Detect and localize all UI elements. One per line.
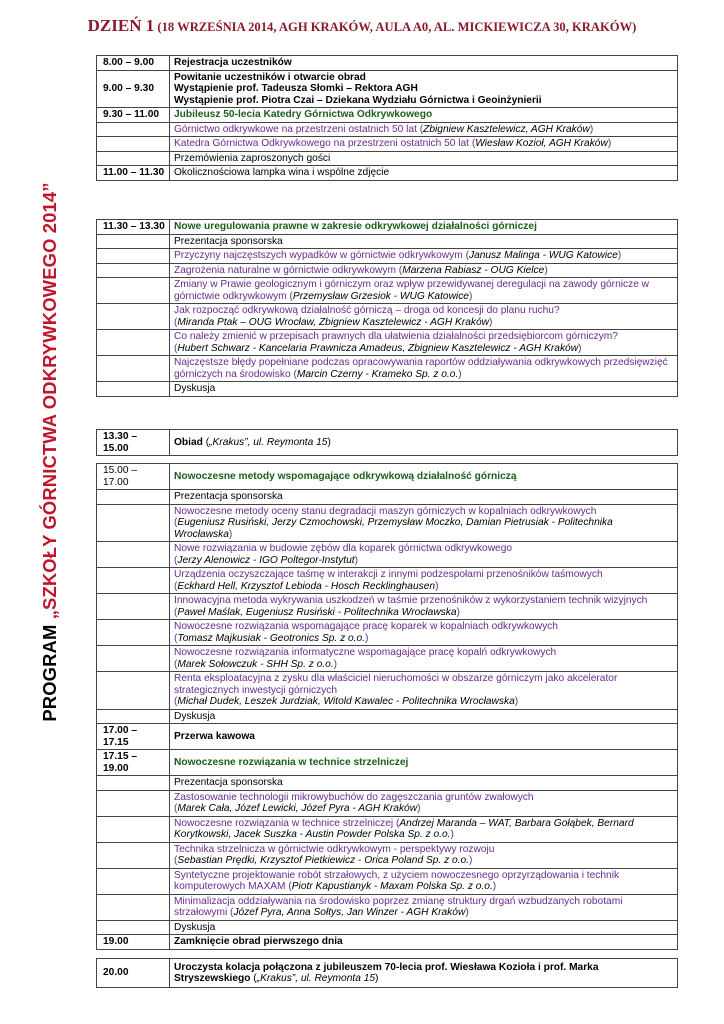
table-row xyxy=(97,894,678,920)
talk-item: Renta eksploatacyjna z zysku dla właściciel nieruchomości w obszarze górniczym jako akcelerator strategicznych inwestycji górniczych (Michał Dudek, Leszek Jurdziak, Witold Kawalec - Politechnika Wrocławska) xyxy=(170,672,678,710)
table-row xyxy=(97,70,678,108)
session-title: Nowe uregulowania prawne w zakresie odkrywkowej działalności górniczej xyxy=(170,220,678,235)
table-row xyxy=(97,594,678,620)
talk-item: Przemówienia zaproszonych gości xyxy=(170,151,678,166)
talk-item: Zagrożenia naturalne w górnictwie odkrywkowym (Marzena Rabiasz - OUG Kielce) xyxy=(170,263,678,278)
side-title-prefix: PROGRAM xyxy=(39,619,60,722)
talk-item: Najczęstsze błędy popełniane podczas opracowywania raportów oddziaływania odkrywkowych przedsięwzięć górniczych na środowisko (Marcin Czerny - Krameko Sp. z o.o.) xyxy=(170,356,678,382)
time-cell: 8.00 – 9.00 xyxy=(97,56,170,71)
table-row xyxy=(97,935,678,950)
table-row xyxy=(97,166,678,181)
opening-line: Powitanie uczestników i otwarcie obrad xyxy=(174,71,366,83)
table-row xyxy=(97,278,678,304)
table-row xyxy=(97,790,678,816)
discussion: Dyskusja xyxy=(170,709,678,724)
talk-item: Innowacyjna metoda wykrywania uszkodzeń w taśmie przenośników z wykorzystaniem technik wizyjnych (Paweł Maślak, Eugeniusz Rusiński - Politechnika Wrocławska) xyxy=(170,594,678,620)
talk-item: Syntetyczne projektowanie robót strzałowych, z użyciem nowoczesnego oprzyrządowania i technik komputerowych MAXAM (Piotr Kapustianyk - Maxam Polska Sp. z o.o.) xyxy=(170,868,678,894)
talk-item: Zmiany w Prawie geologicznym i górniczym oraz wpływ przewidywanej deregulacji na zawody górnicze w górnictwie odkrywkowym (Przemysław Grzesiok - WUG Katowice) xyxy=(170,278,678,304)
table-row xyxy=(97,464,678,490)
table-row xyxy=(97,249,678,264)
table-row xyxy=(97,304,678,330)
session-title: Zamknięcie obrad pierwszego dnia xyxy=(170,935,678,950)
table-row xyxy=(97,356,678,382)
talk-item: Katedra Górnictwa Odkrywkowego na przestrzeni ostatnich 50 lat (Wiesław Kozioł, AGH Kraków) xyxy=(170,137,678,152)
table-row xyxy=(97,151,678,166)
table-row xyxy=(97,220,678,235)
session-title: Nowoczesne metody wspomagające odkrywkową działalność górniczą xyxy=(170,464,678,490)
table-row xyxy=(97,504,678,542)
schedule-block-opening xyxy=(96,55,678,181)
time-cell: 17.00 – 17.15 xyxy=(97,724,170,750)
talk-item: Nowoczesne rozwiązania wspomagające pracę koparek w kopalniach odkrywkowych (Tomasz Majkusiak - Geotronics Sp. z o.o.) xyxy=(170,620,678,646)
table-row xyxy=(97,709,678,724)
talk-item: Przyczyny najczęstszych wypadków w górnictwie odkrywkowym (Janusz Malinga - WUG Katowice) xyxy=(170,249,678,264)
schedule-block-legal xyxy=(96,219,678,397)
session-title: Jubileusz 50-lecia Katedry Górnictwa Odkrywkowego xyxy=(170,108,678,123)
table-row xyxy=(97,234,678,249)
time-cell: 17.15 – 19.00 xyxy=(97,750,170,776)
session-title: Obiad („Krakus”, ul. Reymonta 15) xyxy=(170,430,678,456)
table-row xyxy=(97,646,678,672)
schedule-block-lunch xyxy=(96,429,678,456)
sponsor-presentation: Prezentacja sponsorska xyxy=(170,234,678,249)
day-header xyxy=(0,16,724,36)
sponsor-presentation: Prezentacja sponsorska xyxy=(170,776,678,791)
time-cell: 20.00 xyxy=(97,959,170,988)
table-row xyxy=(97,920,678,935)
talk-item: Co należy zmienić w przepisach prawnych dla ułatwienia działalności przedsiębiorcom górniczym? (Hubert Schwarz - Kancelaria Prawnicza Amadeus, Zbigniew Kasztelewicz - AGH Kraków) xyxy=(170,330,678,356)
session-title: Uroczysta kolacja połączona z jubileuszem 70-lecia prof. Wiesława Kozioła i prof. Marka Stryszewskiego („Krakus”, ul. Reymonta 15) xyxy=(170,959,678,988)
table-row xyxy=(97,137,678,152)
table-row xyxy=(97,263,678,278)
discussion: Dyskusja xyxy=(170,382,678,397)
time-cell: 11.00 – 11.30 xyxy=(97,166,170,181)
rector-speech-line: Wystąpienie prof. Tadeusza Słomki – Rektora AGH xyxy=(174,83,418,94)
table-row xyxy=(97,816,678,842)
time-cell: 15.00 – 17.00 xyxy=(97,464,170,490)
talk-item: Urządzenia oczyszczające taśmę w interakcji z innymi podzespołami przenośników taśmowych (Eckhard Hell, Krzysztof Lebioda - Hosch Recklinghausen) xyxy=(170,568,678,594)
table-row xyxy=(97,382,678,397)
talk-item: Jak rozpocząć odkrywkową działalność górniczą – droga od koncesji do planu ruchu? (Miranda Ptak – OUG Wrocław, Zbigniew Kasztelewicz - AGH Kraków) xyxy=(170,304,678,330)
talk-item: Nowoczesne rozwiązania informatyczne wspomagające pracę kopalń odkrywkowych (Marek Sołowczuk - SHH Sp. z o.o.) xyxy=(170,646,678,672)
session-title: Przerwa kawowa xyxy=(170,724,678,750)
session-title: Rejestracja uczestników xyxy=(170,56,678,71)
table-row xyxy=(97,568,678,594)
dean-speech-line: Wystąpienie prof. Piotra Czai – Dziekana Wydziału Górnictwa i Geoinżynierii xyxy=(174,94,542,106)
day-title: DZIEŃ 1 xyxy=(87,16,155,35)
session-title xyxy=(170,70,678,108)
discussion: Dyskusja xyxy=(170,920,678,935)
session-title: Okolicznościowa lampka wina i wspólne zdjęcie xyxy=(170,166,678,181)
schedule-block-dinner xyxy=(96,958,678,988)
schedule-block-methods xyxy=(96,463,678,950)
table-row xyxy=(97,620,678,646)
table-row xyxy=(97,542,678,568)
table-row xyxy=(97,122,678,137)
talk-item: Nowoczesne metody oceny stanu degradacji maszyn górniczych w kopalniach odkrywkowych (Eugeniusz Rusiński, Jerzy Czmochowski, Przemysław Moczko, Damian Pietrusiak - Politechnika Wrocławska) xyxy=(170,504,678,542)
talk-item: Minimalizacja oddziaływania na środowisko poprzez zmianę struktury drgań wzbudzanych robotami strzałowymi (Józef Pyra, Anna Sołtys, Jan Winzer - AGH Kraków) xyxy=(170,894,678,920)
table-row xyxy=(97,108,678,123)
sponsor-presentation: Prezentacja sponsorska xyxy=(170,490,678,505)
day-details: (18 WRZEŚNIA 2014, AGH KRAKÓW, AULA A0, AL. MICKIEWICZA 30, KRAKÓW) xyxy=(157,20,637,34)
time-cell: 9.30 – 11.00 xyxy=(97,108,170,123)
talk-item: Nowoczesne rozwiązania w technice strzelniczej (Andrzej Maranda – WAT, Barbara Gołąbek, Bernard Korytkowski, Jacek Suszka - Austin Powder Polska Sp. z o.o.) xyxy=(170,816,678,842)
table-row xyxy=(97,56,678,71)
table-row xyxy=(97,724,678,750)
table-row xyxy=(97,842,678,868)
table-row xyxy=(97,750,678,776)
time-cell: 11.30 – 13.30 xyxy=(97,220,170,235)
side-title-highlight: „SZKOŁY GÓRNICTWA ODKRYWKOWEGO 2014” xyxy=(39,182,60,620)
time-cell: 13.30 – 15.00 xyxy=(97,430,170,456)
program-side-title xyxy=(37,142,63,762)
talk-item: Górnictwo odkrywkowe na przestrzeni ostatnich 50 lat (Zbigniew Kasztelewicz, AGH Kraków) xyxy=(170,122,678,137)
table-row xyxy=(97,776,678,791)
talk-item: Nowe rozwiązania w budowie zębów dla koparek górnictwa odkrywkowego (Jerzy Alenowicz - IGO Poltegor-Instytut) xyxy=(170,542,678,568)
talk-item: Technika strzelnicza w górnictwie odkrywkowym - perspektywy rozwoju (Sebastian Prędki, Krzysztof Pietkiewicz - Orica Poland Sp. z o.o.) xyxy=(170,842,678,868)
time-cell: 9.00 – 9.30 xyxy=(97,70,170,108)
table-row xyxy=(97,959,678,988)
session-title: Nowoczesne rozwiązania w technice strzelniczej xyxy=(170,750,678,776)
table-row xyxy=(97,330,678,356)
table-row xyxy=(97,672,678,710)
talk-item: Zastosowanie technologii mikrowybuchów do zagęszczania gruntów zwałowych (Marek Cała, Józef Lewicki, Józef Pyra - AGH Kraków) xyxy=(170,790,678,816)
table-row xyxy=(97,868,678,894)
time-cell: 19.00 xyxy=(97,935,170,950)
table-row xyxy=(97,490,678,505)
table-row xyxy=(97,430,678,456)
